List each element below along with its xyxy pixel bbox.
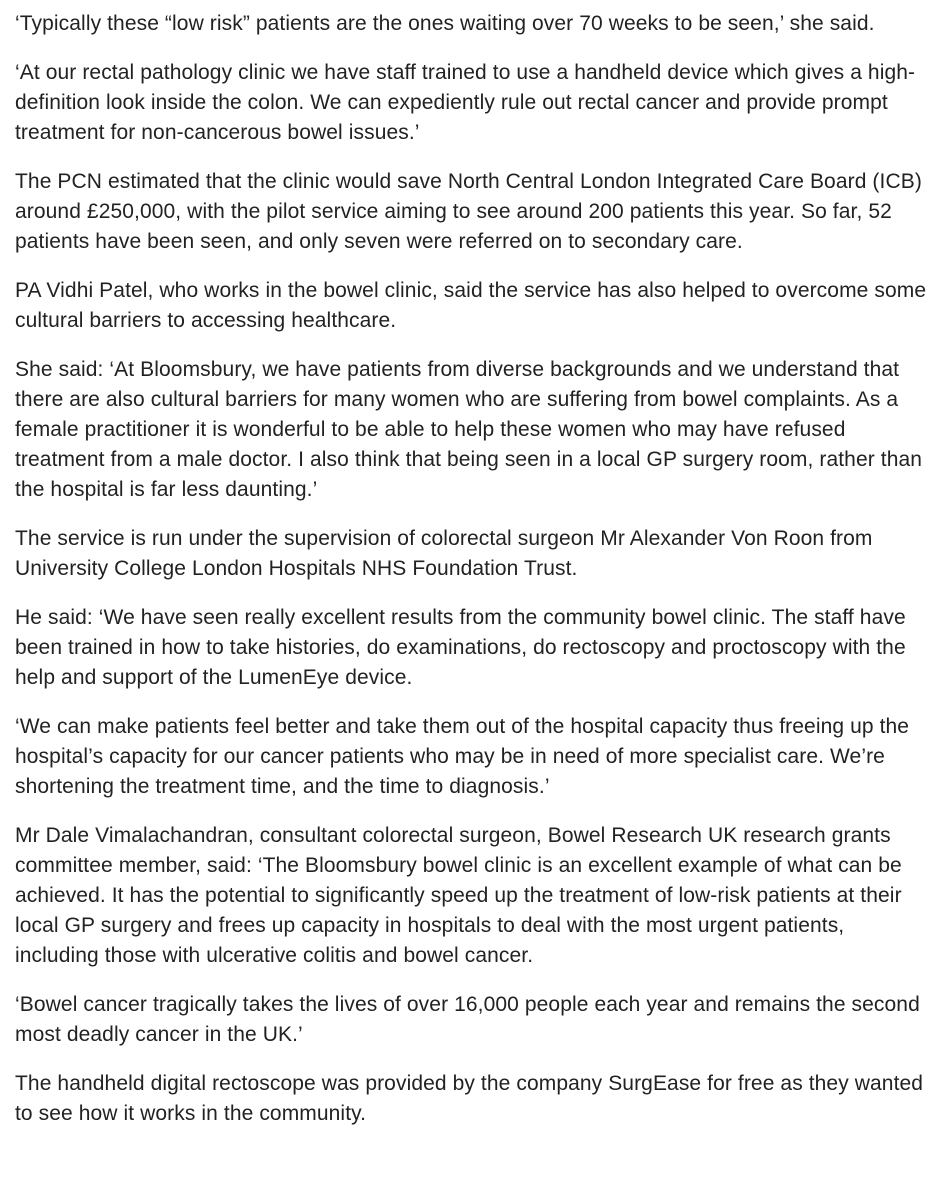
paragraph-bloomsbury-quote: She said: ‘At Bloomsbury, we have patients from diverse backgrounds and we understand that there are also cultural barriers for many women who are suffering from bowel complaints. As a female practitioner it is wonderful to be able to help these women who may have refused treatment from a male doctor. I also think that being seen in a local GP surgery room, rather than the hospital is far less daunting.’: [15, 358, 923, 501]
paragraph-rectoscope-provider: The handheld digital rectoscope was provided by the company SurgEase for free as they wanted to see how it works in the community.: [15, 1072, 924, 1125]
paragraph-von-roon-quote: He said: ‘We have seen really excellent results from the community bowel clinic. The staff have been trained in how to take histories, do examinations, do rectoscopy and proctoscopy with the help and support of the LumenEye device.: [15, 606, 906, 689]
paragraph-low-risk-quote: ‘Typically these “low risk” patients are the ones waiting over 70 weeks to be seen,’ she said.: [15, 12, 875, 35]
paragraph-pcn-savings: The PCN estimated that the clinic would save North Central London Integrated Care Board (ICB) around £250,000, with the pilot service aiming to see around 200 patients this year. So far, 52 patients have been seen, and only seven were referred on to secondary care.: [15, 170, 922, 253]
paragraph-rectal-clinic-quote: ‘At our rectal pathology clinic we have staff trained to use a handheld device which gives a high-definition look inside the colon. We can expediently rule out rectal cancer and provide prompt treatment for non-cancerous bowel issues.’: [15, 61, 916, 144]
paragraph-vidhi-patel: PA Vidhi Patel, who works in the bowel clinic, said the service has also helped to overcome some cultural barriers to accessing healthcare.: [15, 279, 927, 332]
paragraph-vimalachandran-quote: Mr Dale Vimalachandran, consultant colorectal surgeon, Bowel Research UK research grants committee member, said: ‘The Bloomsbury bowel clinic is an excellent example of what can be achieved. It has the potential to significantly speed up the treatment of low-risk patients at their local GP surgery and frees up capacity in hospitals to deal with the most urgent patients, including those with ulcerative colitis and bowel cancer.: [15, 824, 902, 967]
paragraph-supervision: The service is run under the supervision of colorectal surgeon Mr Alexander Von Roon from University College London Hospitals NHS Foundation Trust.: [15, 527, 873, 580]
paragraph-bowel-cancer-stat: ‘Bowel cancer tragically takes the lives of over 16,000 people each year and remains the second most deadly cancer in the UK.’: [15, 993, 920, 1046]
paragraph-hospital-capacity-quote: ‘We can make patients feel better and take them out of the hospital capacity thus freeing up the hospital’s capacity for our cancer patients who may be in need of more specialist care. We’re shortening the treatment time, and the time to diagnosis.’: [15, 715, 910, 798]
